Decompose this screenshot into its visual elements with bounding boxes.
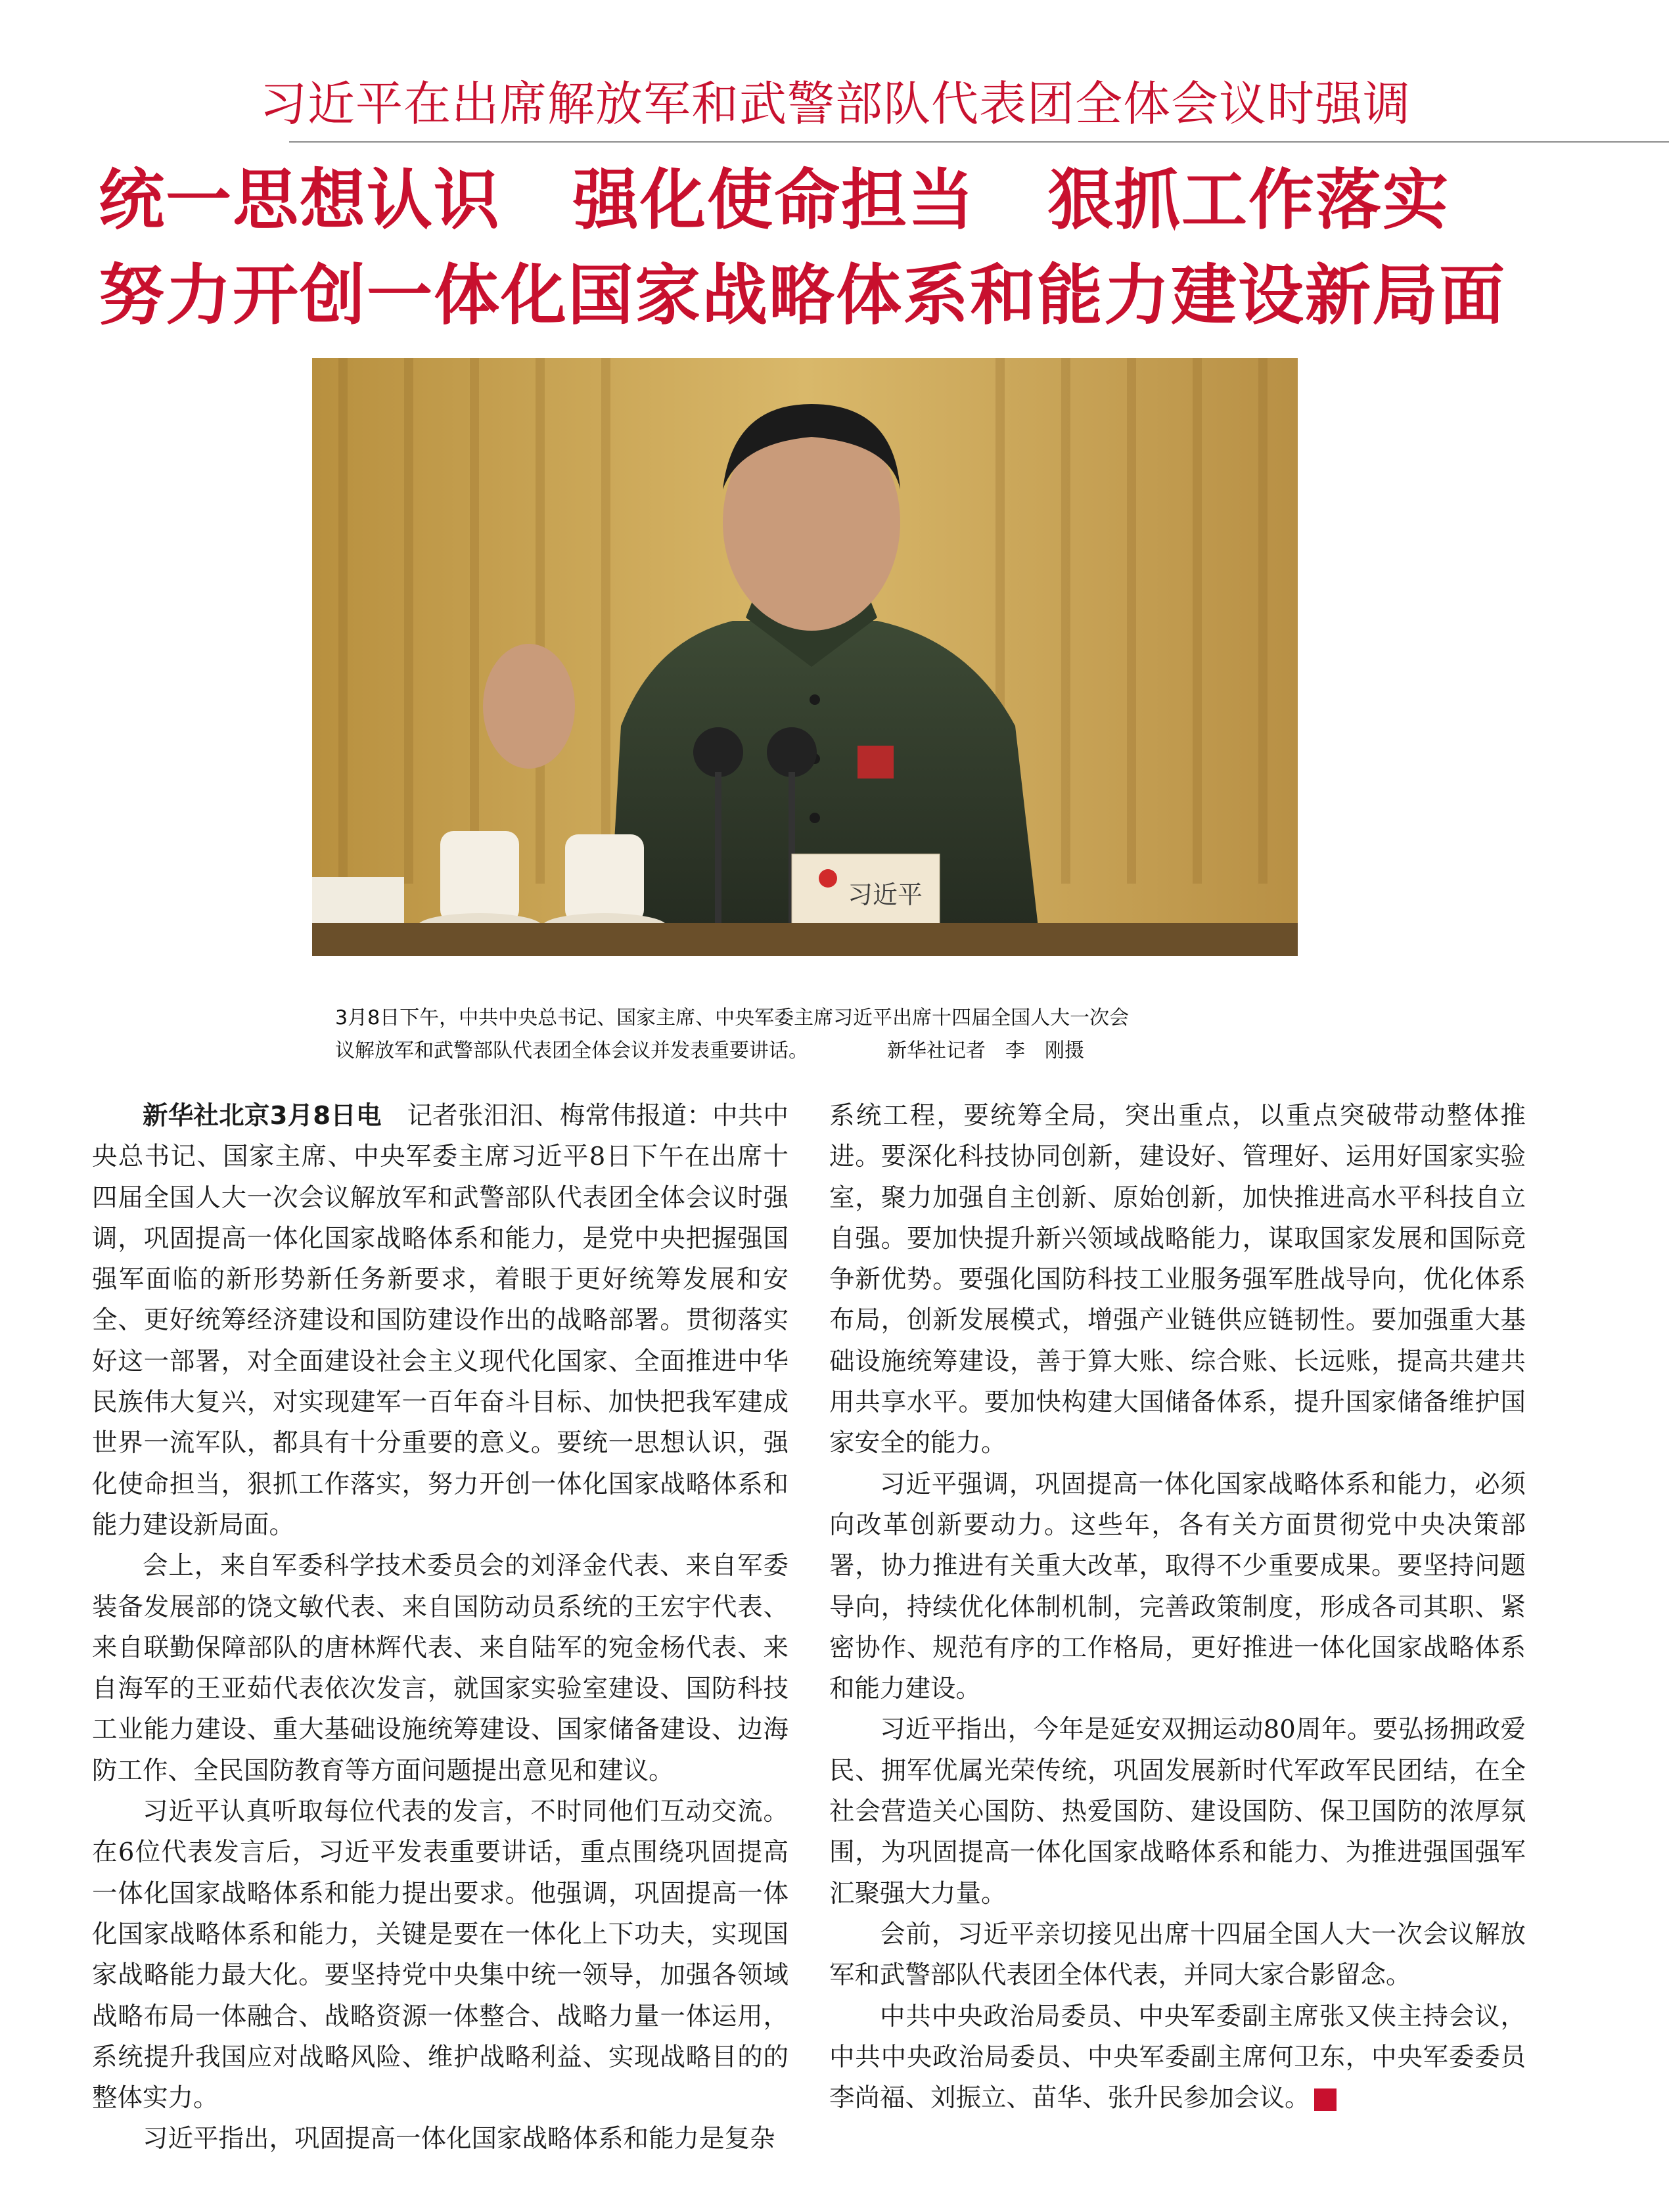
paragraph-8-text: 中共中央政治局委员、中央军委副主席张又侠主持会议，中共中央政治局委员、中央军委副主席何卫东，中央军委委员李尚福、刘振立、苗华、张升民参加会议。 — [829, 2001, 1526, 2113]
end-mark-icon: G — [1314, 2088, 1337, 2111]
news-photo — [312, 358, 1298, 956]
article-column-left — [92, 1096, 789, 2160]
paragraph-6: 习近平指出，今年是延安双拥运动80周年。要弘扬拥政爱民、拥军优属光荣传统，巩固发展新时代军政军民团结，在全社会营造关心国防、热爱国防、建设国防、保卫国防的浓厚氛围，为巩固提高一体化国家战略体系和能力、为推进强国强军汇聚强大力量。 — [829, 1715, 1526, 1908]
nameplate-text: 习近平 — [848, 880, 923, 909]
caption-line-2-text: 议解放军和武警部队代表团全体会议并发表重要讲话。 — [335, 1039, 808, 1062]
paragraph-1 — [92, 1096, 789, 1546]
caption-line-1: 3月8日下午，中共中央总书记、国家主席、中央军委主席习近平出席十四届全国人大一次会 — [335, 1006, 1130, 1029]
paragraph-3: 习近平认真听取每位代表的发言，不时同他们互动交流。在6位代表发言后，习近平发表重要讲话，重点围绕巩固提高一体化国家战略体系和能力提出要求。他强调，巩固提高一体化国家战略体系和能力，关键是要在一体化上下功夫，实现国家战略能力最大化。要坚持党中央集中统一领导，加强各领域战略布局一体融合、战略资源一体整合、战略力量一体运用，系统提升我国应对战略风险、维护战略利益、实现战略目的的整体实力。 — [92, 1797, 789, 2113]
paragraph-4-continued: 系统工程，要统筹全局，突出重点，以重点突破带动整体推进。要深化科技协同创新，建设好、管理好、运用好国家实验室，聚力加强自主创新、原始创新，加快推进高水平科技自立自强。要加快提升新兴领域战略能力，谋取国家发展和国际竞争新优势。要强化国防科技工业服务强军胜战导向，优化体系布局，创新发展模式，增强产业链供应链韧性。要加强重大基础设施统筹建设，善于算大账、综合账、长远账，提高共建共用共享水平。要加快构建大国储备体系，提升国家储备维护国家安全的能力。 — [829, 1101, 1526, 1458]
paragraph-2: 会上，来自军委科学技术委员会的刘泽金代表、来自军委装备发展部的饶文敏代表、来自国防动员系统的王宏宇代表、来自联勤保障部队的唐林辉代表、来自陆军的宛金杨代表、来自海军的王亚茹代表依次发言，就国家实验室建设、国防科技工业能力建设、重大基础设施统筹建设、国家储备建设、边海防工作、全民国防教育等方面问题提出意见和建议。 — [92, 1551, 789, 1786]
headline-part-2: 强化使命担当 — [573, 162, 975, 238]
kicker-rule — [289, 141, 1669, 143]
photo-caption — [335, 1002, 1288, 1068]
paragraph-1-text: 记者张汨汨、梅常伟报道：中共中央总书记、国家主席、中央军委主席习近平8日下午在出席十四届全国人大一次会议解放军和武警部队代表团全体会议时强调，巩固提高一体化国家战略体系和能力，是党中央把握强国强军面临的新形势新任务新要求，着眼于更好统筹发展和安全、更好统筹经济建设和国防建设作出的战略部署。贯彻落实好这一部署，对全面建设社会主义现代化国家、全面推进中华民族伟大复兴，对实现建军一百年奋斗目标、加快把我军建成世界一流军队，都具有十分重要的意义。要统一思想认识，强化使命担当，狠抓工作落实，努力开创一体化国家战略体系和能力建设新局面。 — [92, 1101, 789, 1540]
dateline: 新华社北京3月8日电 — [143, 1101, 382, 1131]
headline-part-1: 统一思想认识 — [99, 162, 501, 238]
photo-credit: 新华社记者 李 刚摄 — [887, 1039, 1084, 1062]
paragraph-4: 习近平指出，巩固提高一体化国家战略体系和能力是复杂 — [143, 2124, 775, 2154]
caption-line-2 — [335, 1035, 1288, 1068]
paragraph-5: 习近平强调，巩固提高一体化国家战略体系和能力，必须向改革创新要动力。这些年，各有关方面贯彻党中央决策部署，协力推进有关重大改革，取得不少重要成果。要坚持问题导向，持续优化体制机制，完善政策制度，形成各司其职、紧密协作、规范有序的工作格局，更好推进一体化国家战略体系和能力建设。 — [829, 1469, 1526, 1704]
headline-line-2: 努力开创一体化国家战略体系和能力建设新局面 — [99, 257, 1506, 334]
headline-part-3: 狠抓工作落实 — [1047, 162, 1450, 238]
paragraph-7: 会前，习近平亲切接见出席十四届全国人大一次会议解放军和武警部队代表团全体代表，并同大家合影留念。 — [829, 1919, 1526, 1991]
kicker: 习近平在出席解放军和武警部队代表团全体会议时强调 — [260, 76, 1411, 131]
headline-line-1 — [99, 158, 1584, 243]
article-column-right — [829, 1096, 1526, 2119]
paragraph-8 — [829, 1997, 1526, 2119]
